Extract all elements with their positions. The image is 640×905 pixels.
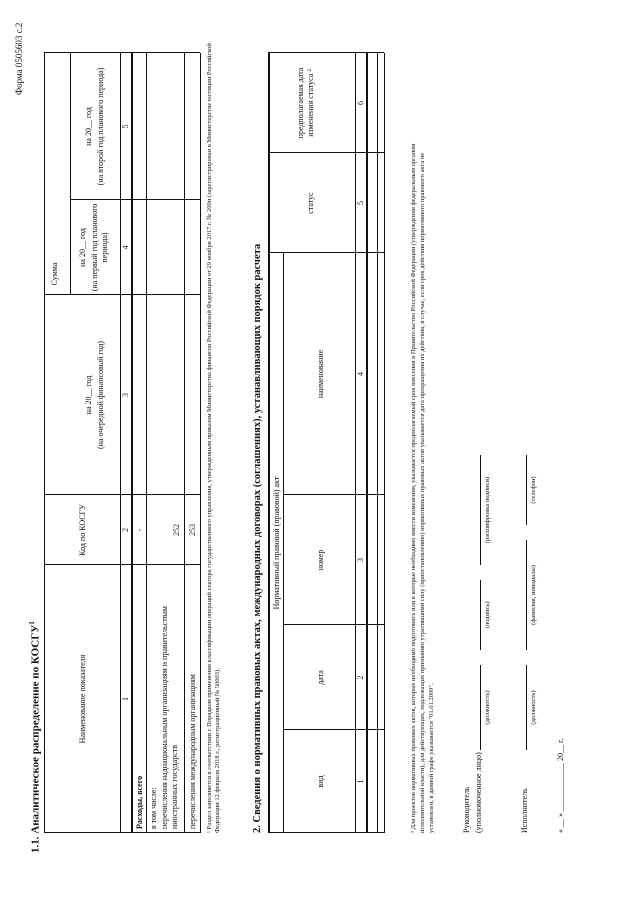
header-year1-line1: на 20__ год bbox=[84, 375, 93, 415]
header-number: номер bbox=[316, 549, 325, 571]
t2-line bbox=[384, 53, 385, 833]
row-name-international: перечисления международным организациям bbox=[188, 674, 197, 829]
row-name-supranational: перечисления наднациональным организациям и правительствам иностранных государств bbox=[160, 606, 179, 829]
header-year1-line2: (на очередной финансовый год) bbox=[96, 340, 105, 450]
transcript-caption: (расшифровка подписи) bbox=[484, 476, 491, 544]
t2-line bbox=[268, 252, 384, 253]
header-type: вид bbox=[316, 775, 325, 788]
header-status: статус bbox=[306, 192, 315, 214]
t2-line bbox=[366, 53, 368, 833]
t2-line bbox=[283, 494, 384, 495]
section2-title: 2. Сведения о нормативных правовых актах, международных договорах (соглашениях), устанавливающих порядок расчета bbox=[252, 243, 263, 833]
header-year3-line1: на 20__ год bbox=[84, 107, 93, 146]
t2-line bbox=[268, 152, 384, 153]
signature-line bbox=[480, 665, 481, 750]
footnote-2-line3: установлен, в данной графе указывается "01.01.2099". bbox=[428, 683, 435, 833]
date-line: « __ » ____________ 20__ г. bbox=[556, 738, 565, 833]
header-kosgu: Код по КОСГУ bbox=[78, 504, 87, 556]
col-number: 2 bbox=[356, 675, 365, 680]
section1-title-text: 1.1. Аналитическое распределение по КОСГУ bbox=[29, 624, 42, 853]
fio-caption: (фамилия, инициалы) bbox=[530, 565, 537, 625]
executor-label: Исполнитель bbox=[520, 788, 529, 833]
col-number: 1 bbox=[356, 779, 365, 784]
head-label: Руководитель bbox=[462, 786, 471, 833]
t1-line bbox=[70, 53, 71, 295]
signature-line bbox=[480, 580, 481, 650]
row-name-including: в том числе: bbox=[149, 787, 158, 829]
form-code: Форма 0505603 с.2 bbox=[14, 22, 24, 95]
row-code-supranational: 252 bbox=[172, 524, 181, 536]
t1-line bbox=[184, 53, 185, 833]
footnote-2-line1: ² Для проектов нормативных правовых актов, которые необходимо подготовить или в которые необходимо внести изменения, указывается предполагаемый срок внесения в Правительство Российской Федерации (утверждения федеральным органом bbox=[410, 143, 417, 833]
t2-line bbox=[268, 832, 384, 833]
col-number: 6 bbox=[356, 101, 365, 105]
header-name: Наименование показателя bbox=[78, 654, 87, 744]
section1-title-sup: 1 bbox=[28, 621, 36, 625]
col-number: 5 bbox=[356, 201, 365, 205]
col-number: 3 bbox=[356, 558, 365, 562]
t2-line bbox=[283, 729, 384, 730]
head-label-sub: (уполномоченное лицо) bbox=[474, 752, 483, 833]
header-year2-line2: (на первый год планового периода) bbox=[90, 203, 109, 292]
t1-line bbox=[131, 53, 133, 833]
t1-line bbox=[146, 53, 147, 833]
section1-title bbox=[28, 621, 42, 853]
t2-line bbox=[268, 52, 384, 53]
header-legal-act: Нормативный правовой (правовой) акт bbox=[272, 476, 281, 610]
signature-line bbox=[480, 455, 481, 565]
header-year2-line1: на 20__ год bbox=[78, 228, 87, 267]
t1-line bbox=[200, 53, 201, 833]
row-name-total: Расходы, всего bbox=[135, 775, 144, 829]
col-number: 4 bbox=[356, 372, 365, 376]
signature-line bbox=[526, 665, 527, 750]
t1-line bbox=[44, 53, 45, 833]
header-year3-line2: (на второй год планового периода) bbox=[96, 67, 105, 186]
header-sum: Сумма bbox=[50, 262, 59, 286]
t2-line bbox=[377, 53, 378, 833]
phone-caption: (телефон) bbox=[530, 476, 537, 504]
signature-caption: (подпись) bbox=[484, 601, 491, 629]
header-change-date: предполагаемая дата изменения статуса ² bbox=[296, 67, 315, 139]
row-code-international: 253 bbox=[188, 524, 197, 536]
header-act-name: наименование bbox=[316, 349, 325, 399]
col-number: 1 bbox=[121, 697, 130, 701]
t2-line bbox=[268, 53, 270, 833]
footnote-2-line2: исполнительной власти), для действующих, подлежащих признанию утратившими силу (приостановлению) нормативных правовых актов указывается дата прекращения их действия, в случае, если срок действия нормативного правового акта не bbox=[419, 152, 426, 833]
t2-line bbox=[283, 253, 284, 833]
signature-line bbox=[526, 540, 527, 650]
col-number: 2 bbox=[121, 528, 130, 532]
header-date: дата bbox=[316, 670, 325, 685]
signature-line bbox=[526, 455, 527, 525]
executor-position-caption: (должность) bbox=[530, 690, 537, 725]
t2-line bbox=[283, 624, 384, 625]
position-caption: (должность) bbox=[484, 690, 491, 725]
col-number: 5 bbox=[121, 124, 130, 129]
row-code-total: - bbox=[135, 528, 144, 532]
footnote-1: ¹ Раздел заполняется в соответствии с Порядком применения классификации операций сектора государственного управления, утвержденным приказом Министерства финансов Российской Федерации от 29 ноября 2017 г. № 209н (зарегистрирован в Министерстве юстиции Российской Федерации 12 февраля 2018 г., регистрационный № 50003). bbox=[206, 43, 222, 833]
col-number: 4 bbox=[121, 245, 130, 250]
col-number: 3 bbox=[121, 393, 130, 397]
